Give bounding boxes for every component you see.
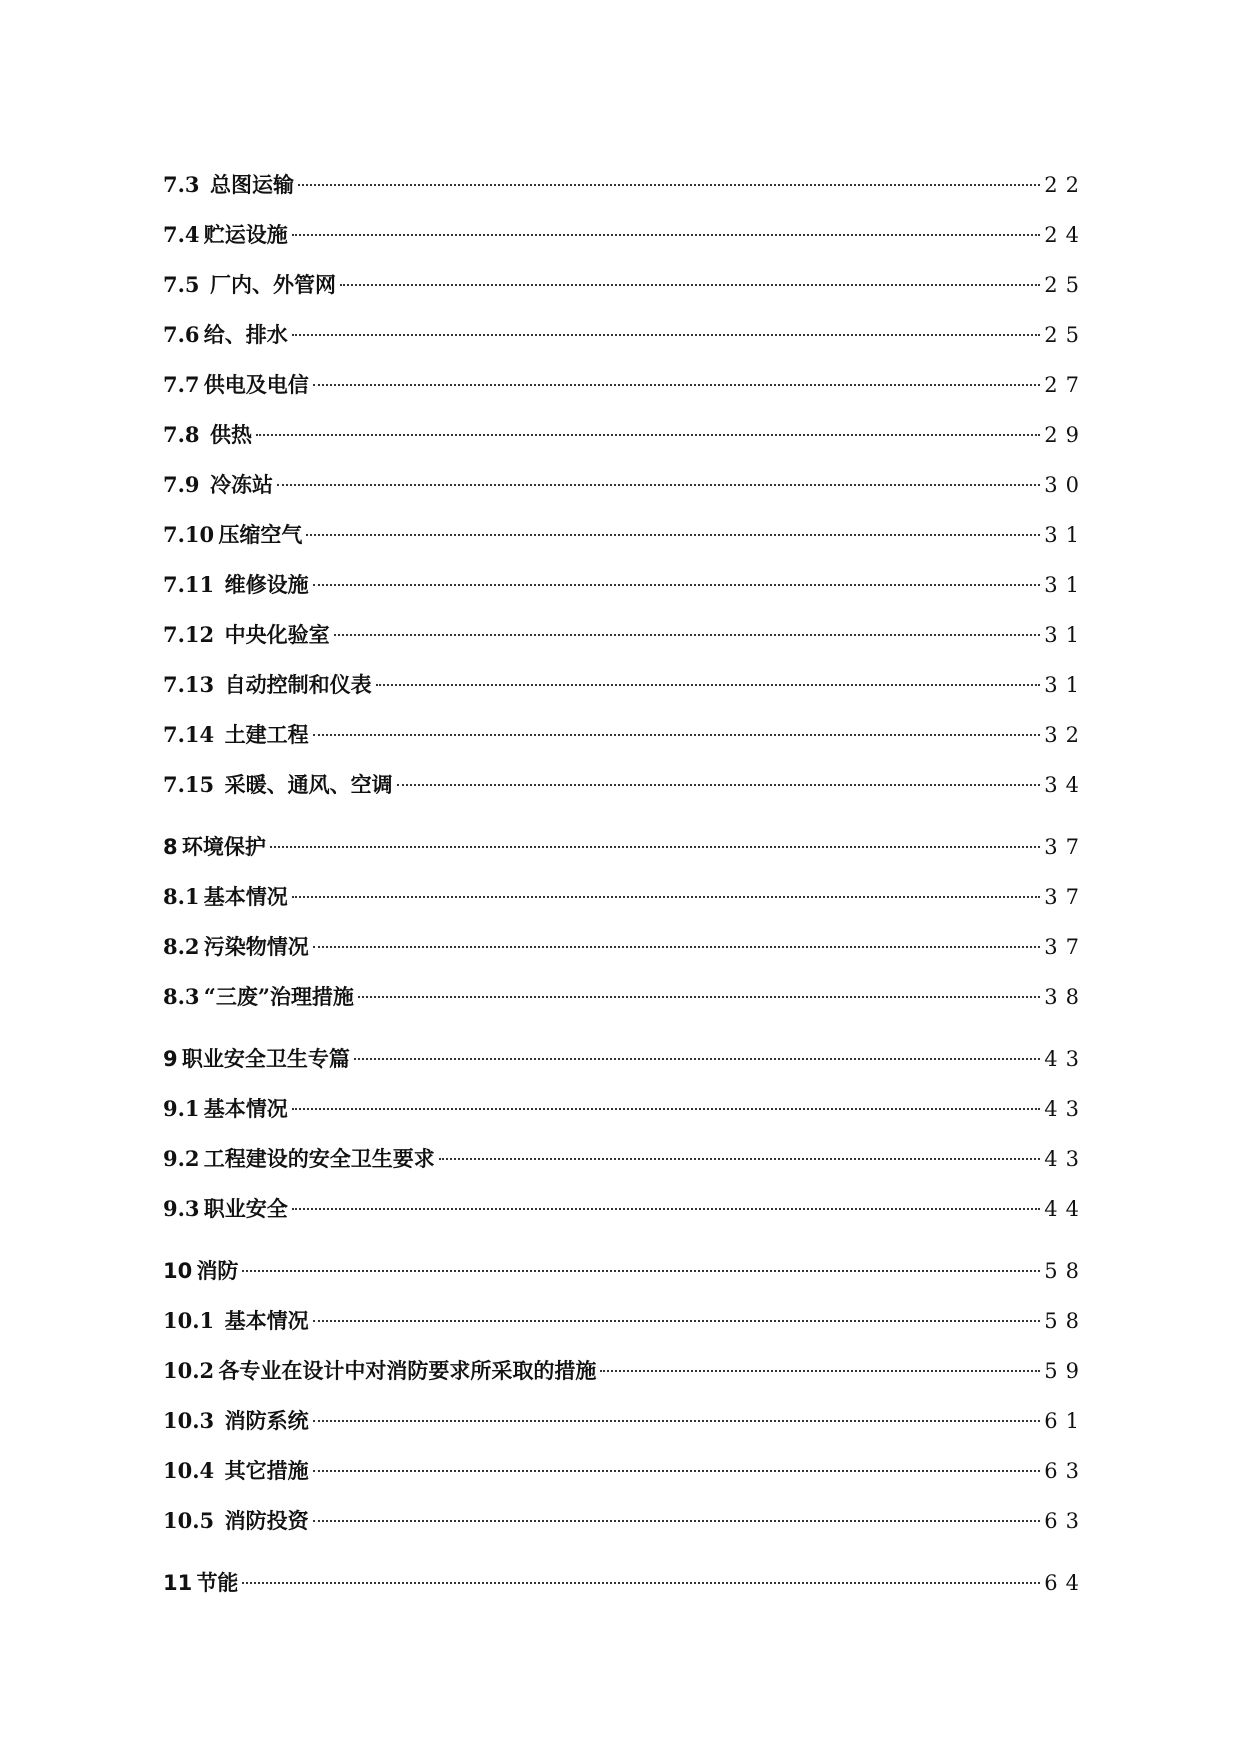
toc-entry-title: 环境保护 [181, 834, 266, 859]
toc-entry-page-number: 25 [1044, 323, 1087, 347]
toc-entry-number: 8.3 [163, 984, 200, 1009]
toc-entry-title: 各专业在设计中对消防要求所采取的措施 [218, 1358, 597, 1383]
toc-entry-page-number: 31 [1044, 523, 1087, 547]
toc-entry-label [163, 260, 336, 310]
toc-section-entry[interactable] [163, 1346, 1087, 1396]
toc-entry-title: 厂内、外管网 [210, 272, 337, 297]
toc-entry-title: 消防 [196, 1258, 239, 1283]
dot-leader [313, 1420, 1041, 1422]
toc-entry-title: 污染物情况 [203, 934, 309, 959]
dot-leader [242, 1270, 1040, 1272]
toc-section-entry[interactable] [163, 260, 1087, 310]
toc-entry-title: 给、排水 [203, 322, 288, 347]
toc-section-entry[interactable] [163, 1296, 1087, 1346]
dot-leader [354, 1058, 1040, 1060]
toc-entry-number: 7.12 [163, 622, 215, 647]
toc-entry-title: 基本情况 [224, 1308, 309, 1333]
toc-section-entry[interactable] [163, 1396, 1087, 1446]
dot-leader [256, 434, 1040, 436]
toc-entry-label [163, 510, 302, 560]
toc-section-entry[interactable] [163, 972, 1087, 1022]
dot-leader [340, 284, 1040, 286]
toc-section-entry[interactable] [163, 872, 1087, 922]
toc-entry-page-number: 38 [1044, 985, 1087, 1009]
toc-entry-title: 压缩空气 [218, 522, 303, 547]
dot-leader [242, 1582, 1040, 1584]
toc-section-entry[interactable] [163, 310, 1087, 360]
dot-leader [313, 1320, 1041, 1322]
toc-entry-label [163, 160, 294, 210]
toc-entry-label [163, 310, 288, 360]
toc-entry-page-number: 29 [1044, 423, 1087, 447]
dot-leader [376, 684, 1041, 686]
table-of-contents [163, 160, 1087, 1608]
dot-leader [270, 846, 1040, 848]
toc-entry-number: 11 [163, 1571, 193, 1595]
toc-section-entry[interactable] [163, 410, 1087, 460]
toc-entry-title: 总图运输 [210, 172, 295, 197]
toc-entry-page-number: 34 [1044, 773, 1087, 797]
toc-entry-label [163, 460, 273, 510]
toc-section-entry[interactable] [163, 1084, 1087, 1134]
toc-entry-page-number: 63 [1044, 1509, 1087, 1533]
toc-entry-title: 节能 [196, 1570, 239, 1595]
toc-entry-page-number: 31 [1044, 573, 1087, 597]
toc-entry-title: 采暖、通风、空调 [224, 772, 393, 797]
toc-entry-number: 7.4 [163, 222, 200, 247]
toc-entry-page-number: 59 [1044, 1359, 1087, 1383]
toc-entry-label [163, 1396, 309, 1446]
dot-leader [298, 184, 1040, 186]
toc-entry-number: 9.3 [163, 1196, 200, 1221]
toc-section-entry[interactable] [163, 210, 1087, 260]
dot-leader [313, 384, 1041, 386]
toc-chapter-entry[interactable] [163, 1246, 1087, 1296]
toc-entry-page-number: 24 [1044, 223, 1087, 247]
toc-section-entry[interactable] [163, 360, 1087, 410]
toc-chapter-entry[interactable] [163, 1034, 1087, 1084]
toc-section-entry[interactable] [163, 1446, 1087, 1496]
toc-entry-page-number: 44 [1044, 1197, 1087, 1221]
toc-chapter-entry[interactable] [163, 1558, 1087, 1608]
toc-section-entry[interactable] [163, 610, 1087, 660]
toc-entry-page-number: 43 [1044, 1097, 1087, 1121]
toc-entry-title: 供电及电信 [203, 372, 309, 397]
dot-leader [292, 234, 1041, 236]
toc-entry-title: 工程建设的安全卫生要求 [203, 1146, 435, 1171]
toc-entry-number: 7.8 [163, 422, 200, 447]
toc-entry-page-number: 31 [1044, 673, 1087, 697]
toc-entry-number: 8 [163, 835, 178, 859]
toc-entry-label [163, 560, 309, 610]
toc-entry-page-number: 32 [1044, 723, 1087, 747]
toc-entry-page-number: 58 [1044, 1309, 1087, 1333]
toc-entry-number: 7.7 [163, 372, 200, 397]
toc-entry-page-number: 61 [1044, 1409, 1087, 1433]
dot-leader [334, 634, 1041, 636]
dot-leader [313, 734, 1041, 736]
toc-entry-number: 8.1 [163, 884, 200, 909]
toc-entry-number: 9 [163, 1047, 178, 1071]
toc-entry-page-number: 58 [1044, 1259, 1087, 1283]
toc-entry-number: 7.3 [163, 172, 200, 197]
toc-entry-label [163, 1034, 350, 1084]
toc-section-entry[interactable] [163, 510, 1087, 560]
dot-leader [439, 1158, 1041, 1160]
toc-chapter-entry[interactable] [163, 822, 1087, 872]
dot-leader [292, 896, 1041, 898]
toc-entry-label [163, 760, 393, 810]
toc-entry-label [163, 710, 309, 760]
toc-entry-title: 土建工程 [224, 722, 309, 747]
toc-entry-number: 7.11 [163, 572, 215, 597]
toc-entry-number: 10 [163, 1259, 193, 1283]
toc-entry-number: 9.1 [163, 1096, 200, 1121]
toc-entry-title: 其它措施 [224, 1458, 309, 1483]
toc-entry-label [163, 210, 288, 260]
toc-entry-page-number: 63 [1044, 1459, 1087, 1483]
toc-entry-page-number: 37 [1044, 835, 1087, 859]
dot-leader [313, 1470, 1041, 1472]
toc-entry-page-number: 43 [1044, 1047, 1087, 1071]
toc-entry-number: 7.9 [163, 472, 200, 497]
toc-entry-number: 10.3 [163, 1408, 215, 1433]
toc-entry-label [163, 360, 309, 410]
toc-entry-title: 贮运设施 [203, 222, 288, 247]
toc-entry-label [163, 1134, 435, 1184]
toc-entry-page-number: 22 [1044, 173, 1087, 197]
dot-leader [292, 1208, 1041, 1210]
toc-entry-title: 基本情况 [203, 884, 288, 909]
dot-leader [313, 946, 1041, 948]
toc-entry-title: 维修设施 [224, 572, 309, 597]
toc-entry-page-number: 43 [1044, 1147, 1087, 1171]
toc-entry-number: 7.5 [163, 272, 200, 297]
toc-entry-page-number: 25 [1044, 273, 1087, 297]
toc-entry-label [163, 822, 266, 872]
toc-section-entry[interactable] [163, 760, 1087, 810]
toc-entry-label [163, 872, 288, 922]
toc-entry-page-number: 37 [1044, 885, 1087, 909]
toc-entry-label [163, 1446, 309, 1496]
toc-entry-title: 消防系统 [224, 1408, 309, 1433]
toc-entry-label [163, 410, 252, 460]
toc-entry-title: 中央化验室 [224, 622, 330, 647]
toc-entry-number: 10.1 [163, 1308, 215, 1333]
toc-entry-label [163, 1184, 288, 1234]
toc-entry-label [163, 610, 330, 660]
dot-leader [397, 784, 1041, 786]
toc-section-entry[interactable] [163, 922, 1087, 972]
toc-entry-title: 基本情况 [203, 1096, 288, 1121]
toc-entry-number: 7.15 [163, 772, 215, 797]
toc-entry-title: 职业安全 [203, 1196, 288, 1221]
toc-section-entry[interactable] [163, 1134, 1087, 1184]
toc-section-entry[interactable] [163, 660, 1087, 710]
toc-entry-title: 自动控制和仪表 [224, 672, 372, 697]
toc-entry-title: 供热 [210, 422, 253, 447]
dot-leader [313, 1520, 1041, 1522]
toc-entry-number: 8.2 [163, 934, 200, 959]
toc-entry-label [163, 1558, 238, 1608]
toc-entry-label [163, 1084, 288, 1134]
toc-entry-label [163, 1296, 309, 1346]
toc-entry-label [163, 922, 309, 972]
dot-leader [600, 1370, 1040, 1372]
toc-section-entry[interactable] [163, 560, 1087, 610]
toc-entry-page-number: 64 [1044, 1571, 1087, 1595]
toc-entry-number: 7.14 [163, 722, 215, 747]
toc-section-entry[interactable] [163, 1496, 1087, 1546]
toc-entry-title: 冷冻站 [210, 472, 274, 497]
toc-section-entry[interactable] [163, 460, 1087, 510]
toc-entry-page-number: 31 [1044, 623, 1087, 647]
toc-entry-number: 10.4 [163, 1458, 215, 1483]
toc-entry-number: 10.2 [163, 1358, 215, 1383]
toc-entry-title: 消防投资 [224, 1508, 309, 1533]
toc-entry-number: 7.10 [163, 522, 215, 547]
toc-entry-number: 9.2 [163, 1146, 200, 1171]
toc-entry-number: 7.6 [163, 322, 200, 347]
dot-leader [313, 584, 1041, 586]
toc-entry-label [163, 1346, 596, 1396]
dot-leader [306, 534, 1040, 536]
toc-entry-label [163, 1496, 309, 1546]
toc-section-entry[interactable] [163, 1184, 1087, 1234]
toc-section-entry[interactable] [163, 160, 1087, 210]
dot-leader [292, 334, 1041, 336]
toc-entry-label [163, 1246, 238, 1296]
dot-leader [358, 996, 1040, 998]
dot-leader [277, 484, 1040, 486]
toc-entry-page-number: 30 [1044, 473, 1087, 497]
toc-entry-page-number: 37 [1044, 935, 1087, 959]
toc-entry-title: 职业安全卫生专篇 [181, 1046, 350, 1071]
toc-entry-number: 7.13 [163, 672, 215, 697]
toc-entry-title: “三废”治理措施 [203, 984, 354, 1009]
toc-entry-page-number: 27 [1044, 373, 1087, 397]
dot-leader [292, 1108, 1041, 1110]
toc-entry-number: 10.5 [163, 1508, 215, 1533]
toc-entry-label [163, 660, 372, 710]
toc-entry-label [163, 972, 354, 1022]
toc-section-entry[interactable] [163, 710, 1087, 760]
